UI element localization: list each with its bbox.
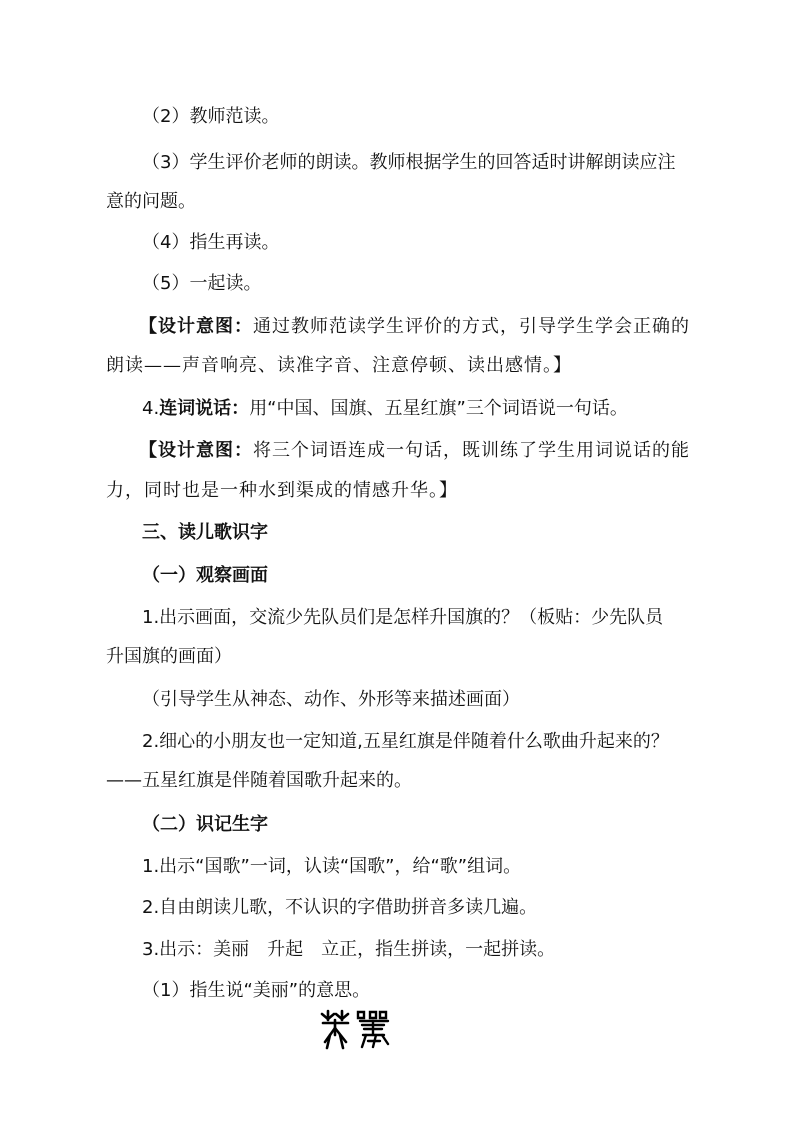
ancient-script-image (318, 1008, 392, 1050)
learn-item-3: 3.出示：美丽 升起 立正，指生拼读，一起拼读。 (142, 939, 556, 960)
section-4-label: 连词说话： (159, 398, 250, 419)
heading-part-3: 三、读儿歌识字 (142, 522, 268, 543)
subheading-observe: （一）观察画面 (142, 565, 268, 586)
item-2-continued: ——五星红旗是伴随着国歌升起来的。 (106, 770, 412, 791)
ancient-glyph-li (358, 1012, 388, 1047)
design-intent-1 (139, 315, 690, 339)
section-4 (142, 397, 628, 421)
design-intent-label: 【设计意图： (139, 316, 253, 337)
ancient-glyph-mei (322, 1011, 348, 1048)
step-4: （4）指生再读。 (142, 232, 280, 253)
step-5: （5）一起读。 (142, 273, 262, 294)
design-intent-2 (139, 439, 690, 463)
item-1-continued: 升国旗的画面） (106, 646, 232, 667)
section-4-text: 用“中国、国旗、五星红旗”三个词语说一句话。 (249, 398, 628, 419)
item-1: 1.出示画面，交流少先队员们是怎样升国旗的？（板贴：少先队员 (142, 607, 664, 628)
design-intent-label: 【设计意图： (139, 440, 253, 461)
step-3-continued: 意的问题。 (106, 191, 196, 212)
subheading-learn-characters: （二）识记生字 (142, 814, 268, 835)
learn-item-3-sub-1: （1）指生说“美丽”的意思。 (142, 980, 371, 1001)
design-intent-text: 将三个词语连成一句话，既训练了学生用词说话的能 (253, 440, 690, 461)
design-intent-2-continued: 力，同时也是一种水到渠成的情感升华。】 (106, 480, 458, 501)
item-1-note: （引导学生从神态、动作、外形等来描述画面） (142, 689, 520, 710)
learn-item-2: 2.自由朗读儿歌，不认识的字借助拼音多读几遍。 (142, 897, 538, 918)
learn-item-1: 1.出示“国歌”一词，认读“国歌”，给“歌”组词。 (142, 856, 522, 877)
design-intent-1-continued: 朗读——声音响亮、读准字音、注意停顿、读出感情。】 (106, 355, 572, 376)
design-intent-text: 通过教师范读学生评价的方式，引导学生学会正确的 (253, 316, 690, 337)
item-2: 2.细心的小朋友也一定知道,五星红旗是伴随着什么歌曲升起来的？ (142, 731, 669, 752)
step-2: （2）教师范读。 (142, 106, 280, 127)
section-4-number: 4. (142, 398, 160, 419)
step-3: （3）学生评价老师的朗读。教师根据学生的回答适时讲解朗读应注 (142, 152, 676, 173)
